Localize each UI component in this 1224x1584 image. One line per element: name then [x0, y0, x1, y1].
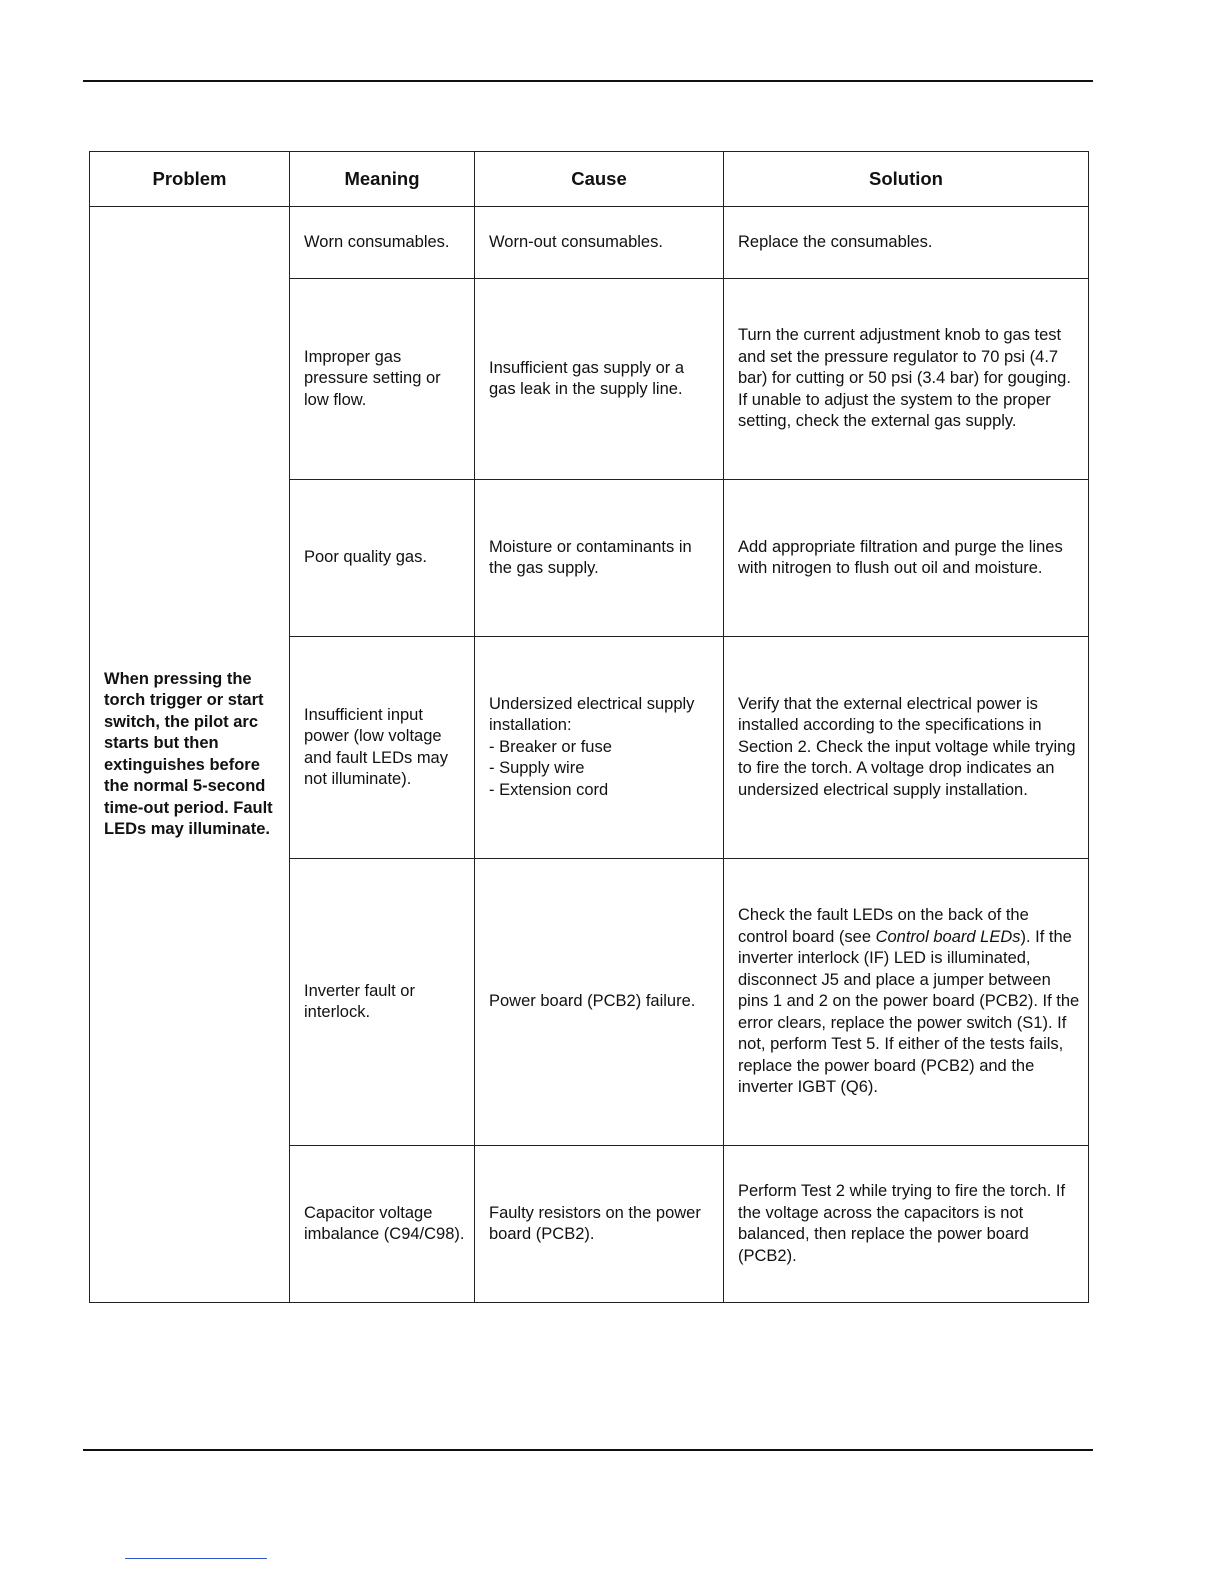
meaning-cell: Worn consumables.	[290, 207, 475, 279]
table-header-row	[90, 152, 1089, 207]
meaning-cell: Inverter fault or interlock.	[290, 859, 475, 1146]
header-solution: Solution	[724, 152, 1089, 207]
solution-cell: Perform Test 2 while trying to fire the torch. If the voltage across the capacitors is not balanced, then replace the power board (PCB2).	[724, 1146, 1089, 1303]
meaning-cell: Insufficient input power (low voltage and fault LEDs may not illuminate).	[290, 637, 475, 859]
header-rule	[83, 80, 1093, 82]
cause-cell: Faulty resistors on the power board (PCB2).	[475, 1146, 724, 1303]
cause-cell: Moisture or contaminants in the gas supply.	[475, 480, 724, 637]
control-board-leds-reference: Control board LEDs	[875, 927, 1021, 946]
table-row	[90, 207, 1089, 279]
footer-link-underline	[125, 1558, 267, 1559]
cause-cell: Undersized electrical supply installation: - Breaker or fuse - Supply wire - Extension cord	[475, 637, 724, 859]
header-meaning: Meaning	[290, 152, 475, 207]
cause-cell: Insufficient gas supply or a gas leak in the supply line.	[475, 279, 724, 480]
footer-rule	[83, 1449, 1093, 1451]
cause-cell: Worn-out consumables.	[475, 207, 724, 279]
meaning-cell: Improper gas pressure setting or low flow.	[290, 279, 475, 480]
troubleshooting-table	[89, 151, 1089, 1303]
meaning-cell: Poor quality gas.	[290, 480, 475, 637]
solution-cell: Verify that the external electrical power is installed according to the specifications in Section 2. Check the input voltage while trying to fire the torch. A voltage drop indicates an undersized electrical supply installation.	[724, 637, 1089, 859]
meaning-cell: Capacitor voltage imbalance (C94/C98).	[290, 1146, 475, 1303]
solution-cell: Turn the current adjustment knob to gas test and set the pressure regulator to 70 psi (4.7 bar) for cutting or 50 psi (3.4 bar) for gouging. If unable to adjust the system to the proper setting, check the external gas supply.	[724, 279, 1089, 480]
header-problem: Problem	[90, 152, 290, 207]
cause-cell: Power board (PCB2) failure.	[475, 859, 724, 1146]
solution-text: ). If the inverter interlock (IF) LED is illuminated, disconnect J5 and place a jumper between pins 1 and 2 on the power board (PCB2). If the error clears, replace the power switch (S1). If not, perform Test 5. If either of the tests fails, replace the power board (PCB2) and the inverter IGBT (Q6).	[738, 927, 1080, 1097]
solution-cell: Replace the consumables.	[724, 207, 1089, 279]
header-cause: Cause	[475, 152, 724, 207]
problem-cell: When pressing the torch trigger or start switch, the pilot arc starts but then extinguishes before the normal 5-second time-out period. Fault LEDs may illuminate.	[90, 207, 290, 1303]
solution-cell: Add appropriate filtration and purge the lines with nitrogen to flush out oil and moisture.	[724, 480, 1089, 637]
solution-text: Check the fault LEDs on the back of the control board (see	[738, 906, 1029, 946]
solution-cell	[724, 859, 1089, 1146]
